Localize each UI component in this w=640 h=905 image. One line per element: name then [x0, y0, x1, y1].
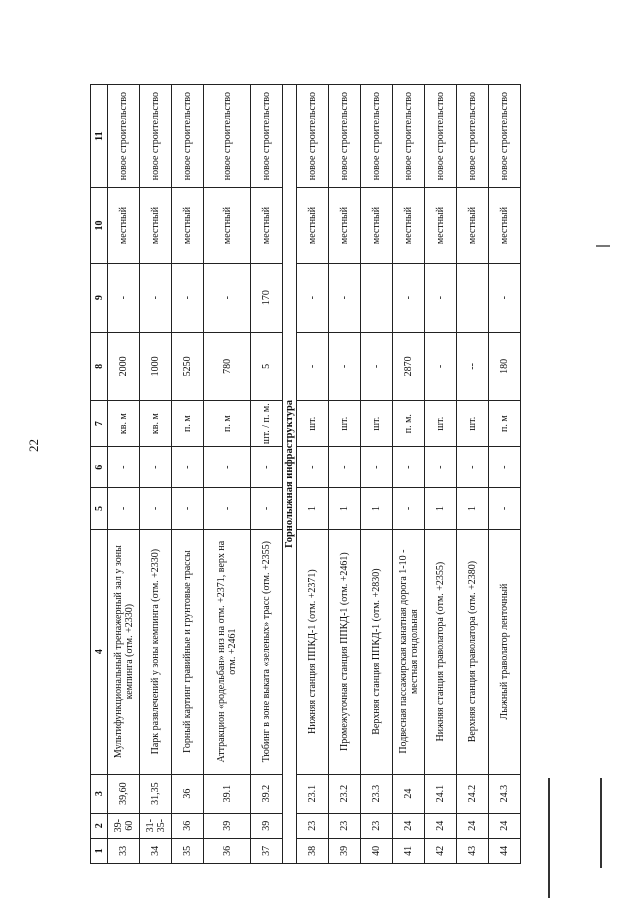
cell-col5: -: [204, 488, 251, 529]
cell-col6: -: [172, 447, 204, 488]
unit: шт.: [425, 401, 457, 447]
cell-col5: -: [140, 488, 172, 529]
table-row: [204, 85, 251, 864]
status: новое строительство: [108, 85, 140, 188]
cell-col6: -: [393, 447, 425, 488]
cell-col5: 1: [425, 488, 457, 529]
cell-col9: [361, 263, 393, 332]
cell-col6: -: [489, 447, 521, 488]
cell-col2: 39-60: [108, 813, 140, 838]
quantity: 5250: [172, 332, 204, 401]
unit: п. м: [172, 401, 204, 447]
cell-col6: -: [457, 447, 489, 488]
section-row: [283, 85, 297, 864]
cell-col2: 39: [204, 813, 251, 838]
cell-col5: -: [489, 488, 521, 529]
unit: шт.: [329, 401, 361, 447]
header-cell-2: 2: [91, 813, 108, 838]
significance: местный: [172, 188, 204, 264]
cell-col9: -: [108, 263, 140, 332]
row-number: 42: [425, 838, 457, 863]
cell-col5: -: [393, 488, 425, 529]
table-row: [108, 85, 140, 864]
unit: шт.: [457, 401, 489, 447]
page-number: 22: [26, 439, 41, 452]
object-name: Лыжный траволатор ленточный: [489, 529, 521, 774]
header-cell-10: 10: [91, 188, 108, 264]
header-cell-1: 1: [91, 838, 108, 863]
cell-col3: 36: [172, 774, 204, 813]
table-row: [425, 85, 457, 864]
cell-col5: -: [108, 488, 140, 529]
significance: местный: [393, 188, 425, 264]
scan-edge-line-2: [600, 778, 602, 868]
significance: местный: [489, 188, 521, 264]
object-name: Нижняя станция ППКД-1 (отм. +2371): [297, 529, 329, 774]
status: новое строительство: [140, 85, 172, 188]
significance: местный: [297, 188, 329, 264]
scan-mark: [596, 245, 610, 247]
row-number: 43: [457, 838, 489, 863]
unit: п. м.: [393, 401, 425, 447]
cell-col3: 24.1: [425, 774, 457, 813]
row-number: 36: [204, 838, 251, 863]
row-number: 38: [297, 838, 329, 863]
quantity: -: [425, 332, 457, 401]
cell-col6: -: [140, 447, 172, 488]
cell-col3: 23.3: [361, 774, 393, 813]
cell-col6: -: [361, 447, 393, 488]
header-cell-8: 8: [91, 332, 108, 401]
cell-col9: -: [425, 263, 457, 332]
quantity: 1000: [140, 332, 172, 401]
cell-col3: 31,35: [140, 774, 172, 813]
cell-col5: 1: [361, 488, 393, 529]
unit: п. м: [204, 401, 251, 447]
significance: местный: [457, 188, 489, 264]
object-name: Подвесная пассажирская канатная дорога 1-10 - местная гондольная: [393, 529, 425, 774]
table-row: [361, 85, 393, 864]
table-row: [329, 85, 361, 864]
cell-col6: -: [251, 447, 283, 488]
unit: п. м: [489, 401, 521, 447]
header-cell-4: 4: [91, 529, 108, 774]
table-row: [140, 85, 172, 864]
quantity: -: [329, 332, 361, 401]
row-number: 44: [489, 838, 521, 863]
cell-col2: 31-35-: [140, 813, 172, 838]
header-cell-9: 9: [91, 263, 108, 332]
cell-col3: 23.2: [329, 774, 361, 813]
cell-col2: 23: [329, 813, 361, 838]
object-name: Промежуточная станция ППКД-1 (отм. +2461): [329, 529, 361, 774]
unit: шт.: [361, 401, 393, 447]
cell-col6: -: [297, 447, 329, 488]
cell-col2: 24: [457, 813, 489, 838]
object-name: Мультифункциональный тренажерный зал у зоны кемпинга (отм. +2330): [108, 529, 140, 774]
row-number: 37: [251, 838, 283, 863]
unit: кв. м: [140, 401, 172, 447]
quantity: 2870: [393, 332, 425, 401]
cell-col2: 36: [172, 813, 204, 838]
status: новое строительство: [425, 85, 457, 188]
cell-col2: 39: [251, 813, 283, 838]
significance: местный: [204, 188, 251, 264]
cell-col9: -: [140, 263, 172, 332]
object-name: Верхняя станция ППКД-1 (отм. +2830): [361, 529, 393, 774]
quantity: --: [457, 332, 489, 401]
status: новое строительство: [297, 85, 329, 188]
status: новое строительство: [172, 85, 204, 188]
cell-col3: 39.1: [204, 774, 251, 813]
cell-col9: [457, 263, 489, 332]
cell-col2: 24: [425, 813, 457, 838]
cell-col2: 23: [361, 813, 393, 838]
status: новое строительство: [457, 85, 489, 188]
cell-col3: 39,60: [108, 774, 140, 813]
significance: местный: [251, 188, 283, 264]
row-number: 35: [172, 838, 204, 863]
cell-col5: 1: [297, 488, 329, 529]
status: новое строительство: [361, 85, 393, 188]
object-name: Горный картинг гравийные и грунтовые трассы: [172, 529, 204, 774]
row-number: 34: [140, 838, 172, 863]
scan-edge-line-1: [548, 778, 550, 898]
cell-col9: -: [204, 263, 251, 332]
quantity: 2000: [108, 332, 140, 401]
cell-col2: 23: [297, 813, 329, 838]
status: новое строительство: [489, 85, 521, 188]
cell-col5: -: [172, 488, 204, 529]
status: новое строительство: [393, 85, 425, 188]
cell-col9: -: [489, 263, 521, 332]
status: новое строительство: [204, 85, 251, 188]
row-number: 39: [329, 838, 361, 863]
unit: шт.: [297, 401, 329, 447]
table-row: [251, 85, 283, 864]
table-row: [489, 85, 521, 864]
quantity: -: [297, 332, 329, 401]
unit: шт. / п. м.: [251, 401, 283, 447]
infrastructure-table: [90, 84, 521, 864]
cell-col3: 23.1: [297, 774, 329, 813]
header-cell-5: 5: [91, 488, 108, 529]
cell-col9: -: [329, 263, 361, 332]
quantity: 780: [204, 332, 251, 401]
object-name: Парк развлечений у зоны кемпинга (отм. +2330): [140, 529, 172, 774]
table-row: [393, 85, 425, 864]
object-name: Верхняя станция траволатора (отм. +2380): [457, 529, 489, 774]
unit: кв. м: [108, 401, 140, 447]
table-row: [172, 85, 204, 864]
header-cell-11: 11: [91, 85, 108, 188]
significance: местный: [329, 188, 361, 264]
header-row: [91, 85, 108, 864]
cell-col2: 24: [489, 813, 521, 838]
cell-col3: 24.2: [457, 774, 489, 813]
significance: местный: [140, 188, 172, 264]
status: новое строительство: [251, 85, 283, 188]
header-cell-7: 7: [91, 401, 108, 447]
status: новое строительство: [329, 85, 361, 188]
object-name: Аттракцион «родельбан» низ на отм. +2371, верх на отм. +2461: [204, 529, 251, 774]
row-number: 41: [393, 838, 425, 863]
cell-col5: 1: [457, 488, 489, 529]
cell-col9: -: [172, 263, 204, 332]
cell-col6: -: [425, 447, 457, 488]
row-number: 33: [108, 838, 140, 863]
cell-col5: 1: [329, 488, 361, 529]
table-row: [457, 85, 489, 864]
cell-col5: -: [251, 488, 283, 529]
header-cell-3: 3: [91, 774, 108, 813]
cell-col9: -: [297, 263, 329, 332]
header-cell-6: 6: [91, 447, 108, 488]
significance: местный: [108, 188, 140, 264]
cell-col9: 170: [251, 263, 283, 332]
rotated-table-container: [90, 84, 530, 864]
object-name: Тюбинг в зоне выката «зеленых» трасс (отм. +2355): [251, 529, 283, 774]
cell-col6: -: [108, 447, 140, 488]
cell-col3: 39.2: [251, 774, 283, 813]
quantity: -: [361, 332, 393, 401]
significance: местный: [425, 188, 457, 264]
cell-col3: 24: [393, 774, 425, 813]
quantity: 180: [489, 332, 521, 401]
section-title: Горнолыжная инфраструктура: [283, 85, 297, 864]
significance: местный: [361, 188, 393, 264]
table-row: [297, 85, 329, 864]
cell-col6: -: [204, 447, 251, 488]
object-name: Нижняя станция траволатора (отм. +2355): [425, 529, 457, 774]
row-number: 40: [361, 838, 393, 863]
cell-col9: -: [393, 263, 425, 332]
cell-col2: 24: [393, 813, 425, 838]
quantity: 5: [251, 332, 283, 401]
cell-col3: 24.3: [489, 774, 521, 813]
cell-col6: -: [329, 447, 361, 488]
